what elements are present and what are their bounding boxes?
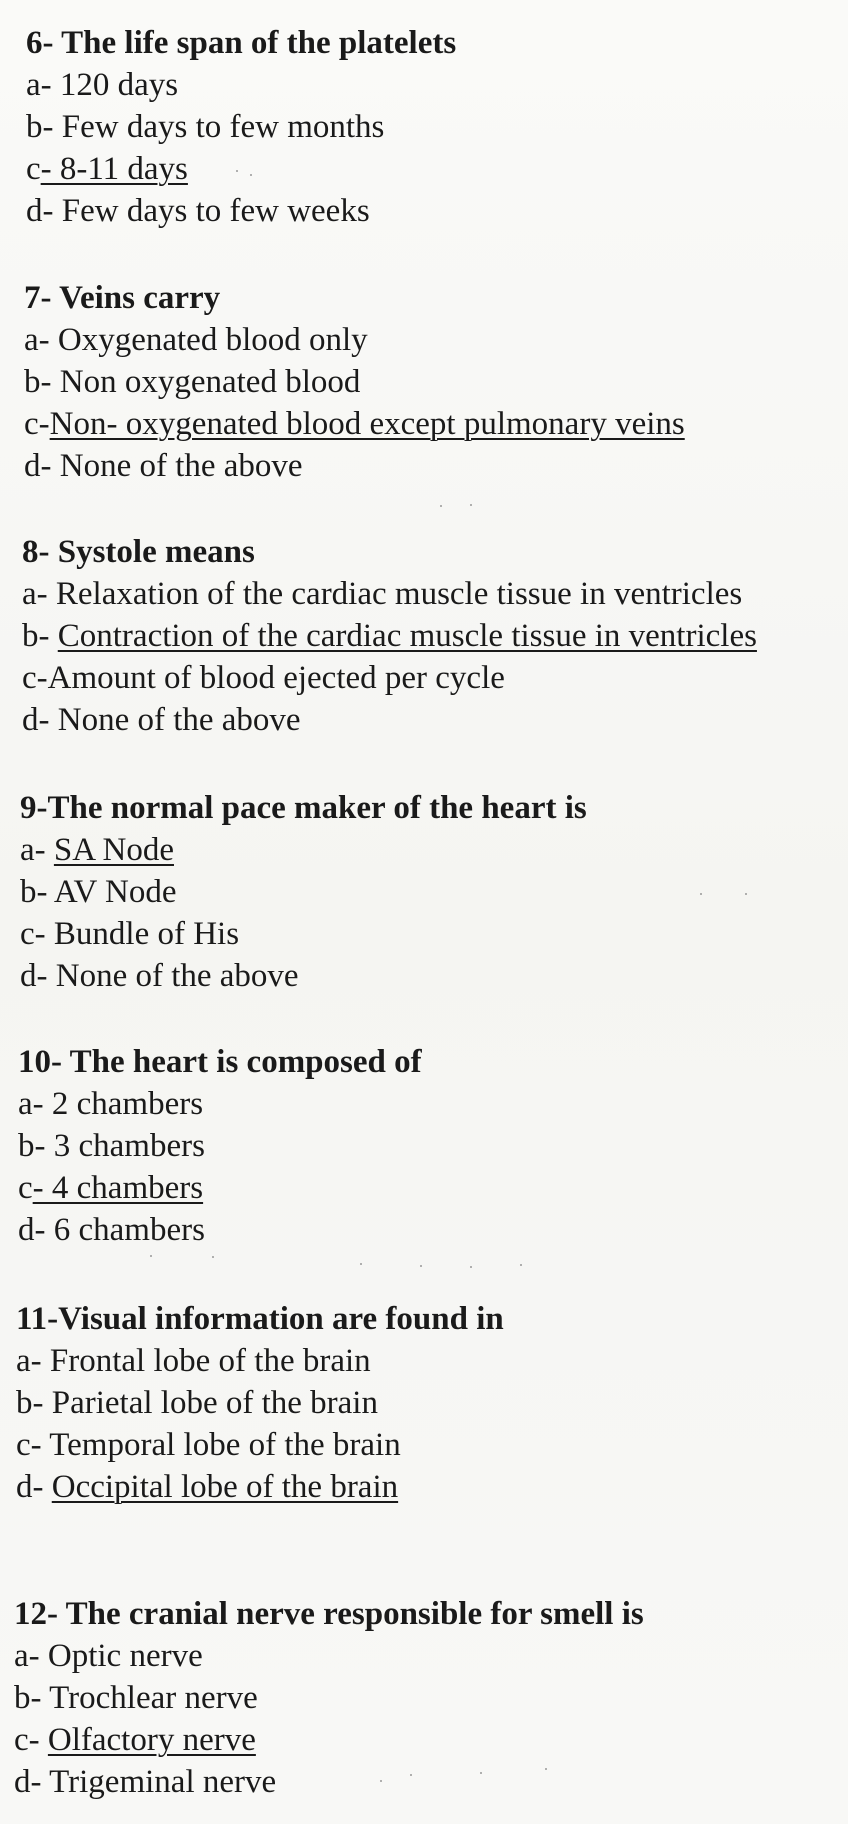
- option-b: [24, 361, 685, 403]
- option-text: None of the above: [59, 448, 303, 484]
- option-c-answer: [26, 148, 456, 190]
- option-text: Olfactory nerve: [47, 1722, 256, 1758]
- option-prefix: d-: [24, 448, 60, 484]
- option-text: None of the above: [57, 702, 301, 738]
- option-b: [16, 1382, 504, 1424]
- option-prefix: b-: [14, 1680, 50, 1716]
- option-a: [14, 1635, 644, 1677]
- question-title: 11-Visual information are found in: [16, 1301, 504, 1337]
- option-text: Parietal lobe of the brain: [51, 1385, 378, 1421]
- option-prefix: c-: [24, 406, 50, 442]
- option-b: [14, 1677, 644, 1719]
- question-title: 10- The heart is composed of: [18, 1044, 422, 1080]
- scan-speck: [745, 893, 747, 895]
- scan-speck: [250, 174, 252, 176]
- option-text: None of the above: [55, 958, 299, 994]
- option-text: Contraction of the cardiac muscle tissue in ventricles: [57, 618, 757, 654]
- option-prefix: a-: [14, 1638, 48, 1674]
- option-text: Amount of blood ejected per cycle: [47, 660, 505, 696]
- option-prefix: b-: [22, 618, 58, 654]
- scan-speck: [380, 1780, 382, 1782]
- option-text: Occipital lobe of the brain: [51, 1469, 399, 1505]
- option-text: Non oxygenated blood: [59, 364, 361, 400]
- option-a-answer: [20, 829, 587, 871]
- option-text: 120 days: [59, 67, 179, 103]
- option-d: [20, 955, 587, 997]
- option-prefix: b-: [24, 364, 60, 400]
- option-a: [26, 64, 456, 106]
- option-text: - 4 chambers: [32, 1170, 204, 1206]
- question-12: [14, 1593, 644, 1803]
- option-prefix: b-: [26, 109, 62, 145]
- question-title: 7- Veins carry: [24, 280, 221, 316]
- option-c-answer: [24, 403, 685, 445]
- option-prefix: d-: [18, 1212, 54, 1248]
- option-b: [26, 106, 456, 148]
- question-9: [20, 787, 587, 997]
- scan-speck: [150, 1255, 152, 1257]
- option-text: Temporal lobe of the brain: [49, 1427, 401, 1463]
- option-d-answer: [16, 1466, 504, 1508]
- option-text: Few days to few months: [61, 109, 385, 145]
- option-c: [16, 1424, 504, 1466]
- option-prefix: c-: [20, 916, 54, 952]
- option-c: [20, 913, 587, 955]
- option-prefix: d-: [16, 1469, 52, 1505]
- scan-speck: [212, 1256, 214, 1258]
- scan-speck: [360, 1263, 362, 1265]
- option-b-answer: [22, 615, 757, 657]
- option-text: Few days to few weeks: [61, 193, 370, 229]
- scan-speck: [236, 170, 238, 172]
- question-title: 9-The normal pace maker of the heart is: [20, 790, 587, 826]
- scan-speck: [470, 1266, 472, 1268]
- option-d: [18, 1209, 422, 1251]
- option-prefix: a-: [24, 322, 58, 358]
- option-a: [16, 1340, 504, 1382]
- option-c-answer: [14, 1719, 644, 1761]
- scan-speck: [410, 1774, 412, 1776]
- question-8: [22, 531, 757, 741]
- scan-speck: [470, 504, 472, 506]
- option-text: - 8-11 days: [40, 151, 188, 187]
- option-text: 3 chambers: [53, 1128, 205, 1164]
- option-prefix: c-: [16, 1427, 50, 1463]
- option-d: [26, 190, 456, 232]
- option-prefix: a-: [18, 1086, 52, 1122]
- option-text: Relaxation of the cardiac muscle tissue in ventricles: [55, 576, 743, 612]
- question-7: [24, 277, 685, 487]
- option-prefix: b-: [18, 1128, 54, 1164]
- option-d: [14, 1761, 644, 1803]
- option-text: Non- oxygenated blood except pulmonary veins: [49, 406, 685, 442]
- option-prefix: a-: [26, 67, 60, 103]
- option-text: Frontal lobe of the brain: [49, 1343, 371, 1379]
- option-prefix: b-: [20, 874, 54, 910]
- option-prefix: d-: [22, 702, 58, 738]
- option-text: Bundle of His: [53, 916, 240, 952]
- option-prefix: d-: [20, 958, 56, 994]
- scan-speck: [440, 505, 442, 507]
- option-b: [20, 871, 587, 913]
- option-prefix: a-: [16, 1343, 50, 1379]
- option-c: [22, 657, 757, 699]
- scan-speck: [700, 893, 702, 895]
- option-prefix: a-: [22, 576, 56, 612]
- option-text: Oxygenated blood only: [57, 322, 368, 358]
- question-title: 8- Systole means: [22, 534, 255, 570]
- scan-speck: [520, 1264, 522, 1266]
- scan-speck: [420, 1265, 422, 1267]
- option-d: [24, 445, 685, 487]
- question-title: 12- The cranial nerve responsible for smell is: [14, 1596, 644, 1632]
- option-a: [24, 319, 685, 361]
- option-prefix: c-: [22, 660, 48, 696]
- option-prefix: b-: [16, 1385, 52, 1421]
- question-10: [18, 1041, 422, 1251]
- option-prefix: d-: [14, 1764, 50, 1800]
- option-text: AV Node: [53, 874, 177, 910]
- option-text: Trochlear nerve: [49, 1680, 258, 1716]
- option-d: [22, 699, 757, 741]
- option-text: 6 chambers: [53, 1212, 205, 1248]
- scan-speck: [480, 1772, 482, 1774]
- option-a: [22, 573, 757, 615]
- option-prefix: c-: [14, 1722, 48, 1758]
- option-text: Optic nerve: [47, 1638, 203, 1674]
- question-title: 6- The life span of the platelets: [26, 25, 457, 61]
- scan-speck: [545, 1768, 547, 1770]
- option-c-answer: [18, 1167, 422, 1209]
- option-prefix: a-: [20, 832, 54, 868]
- option-b: [18, 1125, 422, 1167]
- option-prefix: d-: [26, 193, 62, 229]
- option-text: 2 chambers: [51, 1086, 204, 1122]
- option-a: [18, 1083, 422, 1125]
- option-text: Trigeminal nerve: [49, 1764, 277, 1800]
- question-11: [16, 1298, 504, 1508]
- option-text: SA Node: [53, 832, 174, 868]
- option-prefix: c: [26, 151, 41, 187]
- question-6: [26, 22, 456, 232]
- option-prefix: c: [18, 1170, 33, 1206]
